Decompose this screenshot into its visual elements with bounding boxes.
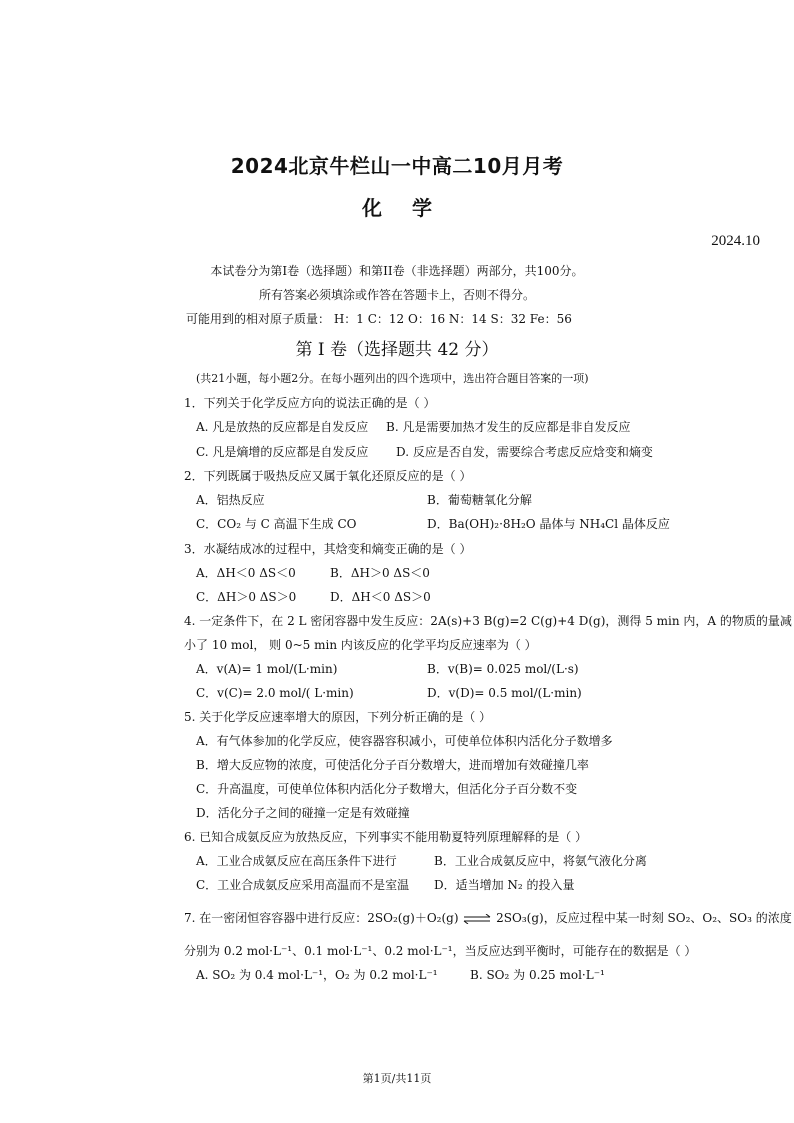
question-6-option-b: B．工业合成氨反应中，将氨气液化分离: [434, 854, 647, 868]
equilibrium-arrow-icon: [462, 914, 492, 924]
exam-subject: 化学: [362, 196, 462, 220]
question-7-stem-part-a: 7. 在一密闭恒容容器中进行反应：2SO₂(g)＋O₂(g): [184, 911, 459, 925]
question-1-option-d: D. 反应是否自发，需要综合考虑反应焓变和熵变: [396, 445, 653, 459]
question-2-option-c: C．CO₂ 与 C 高温下生成 CO: [196, 517, 357, 531]
exam-note-1: 本试卷分为第I卷（选择题）和第II卷（非选择题）两部分，共100分。: [210, 264, 584, 278]
question-5-option-d: D．活化分子之间的碰撞一定是有效碰撞: [196, 806, 410, 820]
exam-date: 2024.10: [711, 233, 760, 249]
question-1-option-b: B. 凡是需要加热才发生的反应都是非自发反应: [386, 420, 631, 434]
section-title: 第 I 卷（选择题共 42 分）: [295, 340, 499, 360]
question-2-option-d: D．Ba(OH)₂·8H₂O 晶体与 NH₄Cl 晶体反应: [427, 517, 670, 531]
question-1-option-c: C. 凡是熵增的反应都是自发反应: [196, 445, 369, 459]
question-1-stem: 1．下列关于化学反应方向的说法正确的是（ ）: [184, 396, 436, 410]
exam-note-2: 所有答案必须填涂或作答在答题卡上，否则不得分。: [258, 288, 535, 302]
question-7-option-b: B. SO₂ 为 0.25 mol·L⁻¹: [470, 968, 605, 982]
atomic-masses: 可能用到的相对原子质量： H：1 C：12 O：16 N：14 S：32 Fe：56: [186, 312, 572, 326]
question-4-option-a: A．v(A)= 1 mol/(L·min): [196, 662, 338, 676]
question-1-option-a: A. 凡是放热的反应都是自发反应: [196, 420, 369, 434]
exam-title: 2024北京牛栏山一中高二10月月考: [230, 154, 564, 178]
question-6-stem: 6. 已知合成氨反应为放热反应，下列事实不能用勒夏特列原理解释的是（ ）: [184, 830, 588, 844]
question-3-option-a: A．ΔH＜0 ΔS＜0: [196, 566, 296, 580]
question-6-option-d: D．适当增加 N₂ 的投入量: [434, 878, 575, 892]
question-6-option-a: A．工业合成氨反应在高压条件下进行: [196, 854, 397, 868]
section-instructions: (共21小题，每小题2分。在每小题列出的四个选项中，选出符合题目答案的一项): [196, 372, 589, 385]
question-4-option-b: B．v(B)= 0.025 mol/(L·s): [427, 662, 579, 676]
question-7-stem: [184, 909, 792, 926]
question-5-stem: 5. 关于化学反应速率增大的原因，下列分析正确的是（ ）: [184, 710, 492, 724]
question-2-stem: 2．下列既属于吸热反应又属于氧化还原反应的是（ ）: [184, 469, 472, 483]
question-4-stem: 4. 一定条件下，在 2 L 密闭容器中发生反应：2A(s)+3 B(g)=2 C(g)+4 D(g)，测得 5 min 内，A 的物质的量减: [184, 614, 792, 628]
question-4-stem-continued: 小了 10 mol， 则 0~5 min 内该反应的化学平均反应速率为（ ）: [184, 638, 537, 652]
question-3-option-c: C．ΔH＞0 ΔS＞0: [196, 590, 297, 604]
question-7-stem-continued: 分别为 0.2 mol·L⁻¹、0.1 mol·L⁻¹、0.2 mol·L⁻¹，当反应达到平衡时，可能存在的数据是（ ）: [184, 944, 697, 958]
question-4-option-c: C．v(C)= 2.0 mol/( L·min): [196, 686, 354, 700]
question-2-option-b: B．葡萄糖氧化分解: [427, 493, 532, 507]
question-2-option-a: A．铝热反应: [196, 493, 265, 507]
question-3-stem: 3．水凝结成冰的过程中，其焓变和熵变正确的是（ ）: [184, 542, 472, 556]
question-7-option-a: A. SO₂ 为 0.4 mol·L⁻¹，O₂ 为 0.2 mol·L⁻¹: [196, 968, 438, 982]
question-5-option-a: A．有气体参加的化学反应，使容器容积减小，可使单位体积内活化分子数增多: [196, 734, 613, 748]
question-6-option-c: C．工业合成氨反应采用高温而不是室温: [196, 878, 410, 892]
page-footer: 第1页/共11页: [362, 1072, 432, 1085]
question-5-option-b: B．增大反应物的浓度，可使活化分子百分数增大，进而增加有效碰撞几率: [196, 758, 589, 772]
question-3-option-d: D．ΔH＜0 ΔS＞0: [330, 590, 431, 604]
question-3-option-b: B．ΔH＞0 ΔS＜0: [330, 566, 430, 580]
question-5-option-c: C．升高温度，可使单位体积内活化分子数增大，但活化分子百分数不变: [196, 782, 578, 796]
question-7-stem-part-b: 2SO₃(g)，反应过程中某一时刻 SO₂、O₂、SO₃ 的浓度: [496, 911, 792, 925]
question-4-option-d: D．v(D)= 0.5 mol/(L·min): [427, 686, 582, 700]
